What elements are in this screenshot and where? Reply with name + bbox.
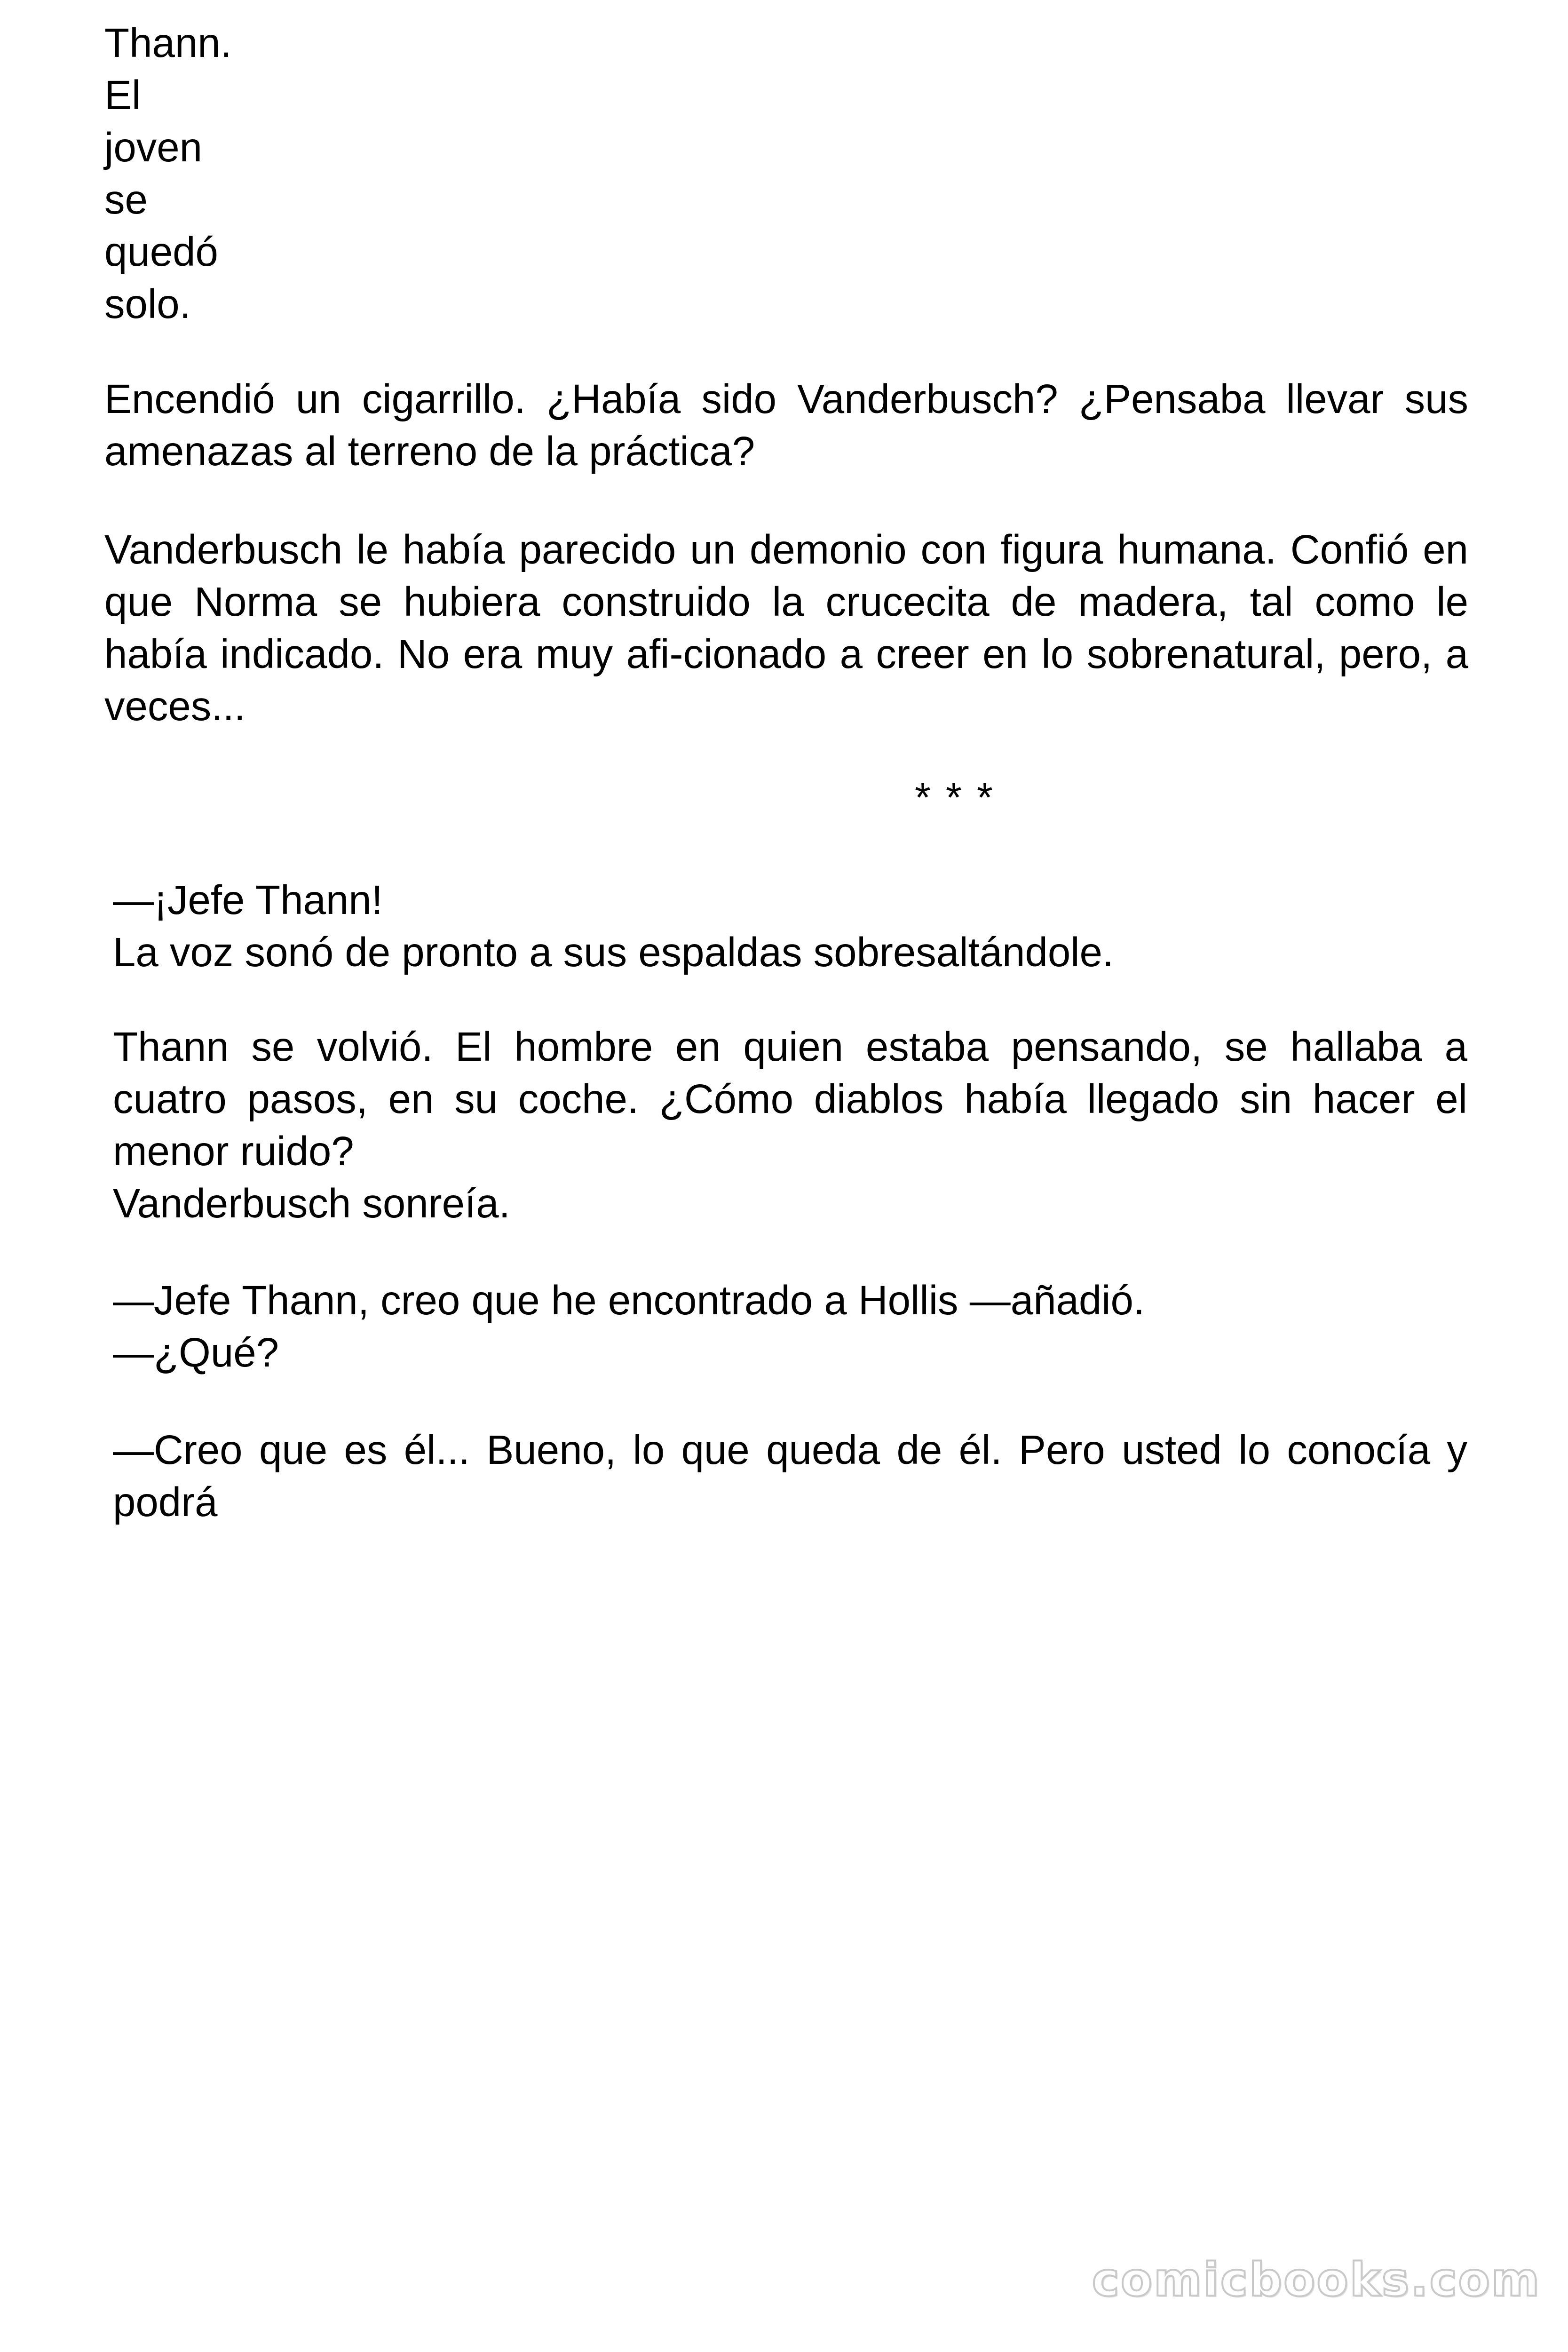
narration-line: La voz sonó de pronto a sus espaldas sobresaltándole. — [113, 930, 1114, 975]
dialogue-1 — [113, 874, 1467, 978]
dialogue-line: —¡Jefe Thann! — [113, 877, 383, 923]
opening-lines — [104, 17, 293, 330]
paragraph-1: Encendió un cigarrillo. ¿Había sido Vanderbusch? ¿Pensaba llevar sus amenazas al terreno de la práctica? — [104, 376, 1468, 474]
opening-line: solo. — [104, 281, 191, 327]
opening-line: Thann. — [104, 20, 232, 66]
section-separator: * * * — [915, 775, 995, 820]
opening-line: El — [104, 72, 141, 118]
paragraph-3-line-2: Vanderbusch sonreía. — [113, 1181, 510, 1226]
watermark-logo: comicbooks.com — [1092, 2253, 1541, 2307]
opening-line: se — [104, 177, 148, 222]
paragraph-2: Vanderbusch le había parecido un demonio con figura humana. Confió en que Norma se hubiera construido la crucecita de madera, tal como le había indicado. No era muy afi-cionado a creer en lo sobrenatural, pero, a veces... — [104, 527, 1468, 729]
dialogue-2 — [113, 1274, 1467, 1379]
opening-line: joven — [104, 125, 202, 170]
dialogue-line: —¿Qué? — [113, 1330, 279, 1375]
dialogue-line: —Jefe Thann, creo que he encontrado a Hollis —añadió. — [113, 1278, 1145, 1323]
paragraph-4: —Creo que es él... Bueno, lo que queda de él. Pero usted lo conocía y podrá — [113, 1427, 1467, 1525]
opening-line: quedó — [104, 229, 218, 275]
paragraph-3: Thann se volvió. El hombre en quien estaba pensando, se hallaba a cuatro pasos, en su coche. ¿Cómo diablos había llegado sin hacer el menor ruido? — [113, 1024, 1467, 1174]
